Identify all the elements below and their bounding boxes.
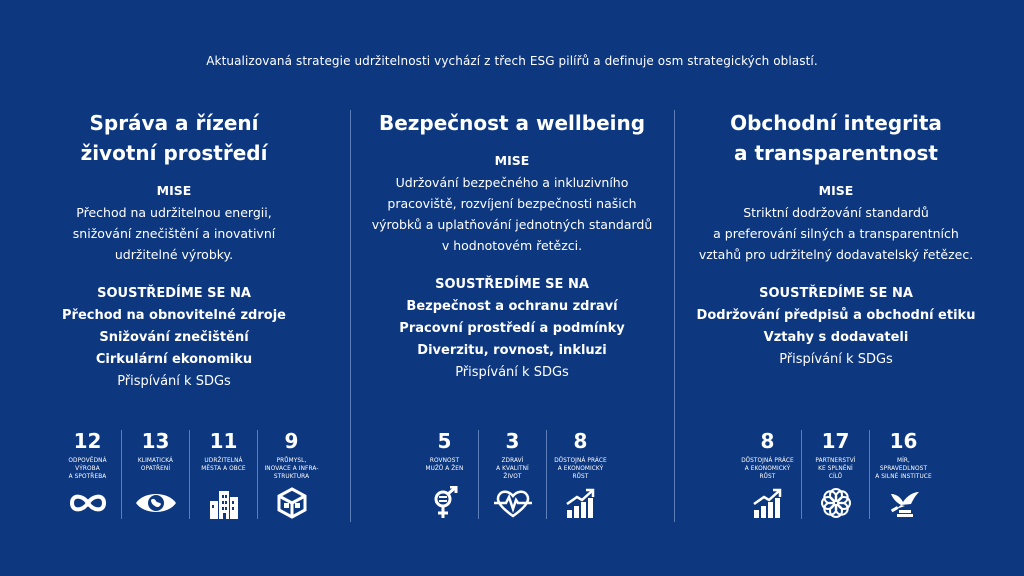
sdg-label: KLIMATICKÁ OPATŘENÍ — [137, 458, 174, 472]
growth-chart-icon — [746, 487, 790, 519]
mise-heading: MISE — [818, 183, 854, 198]
sdg-label: MÍR, SPRAVEDLNOST A SILNÉ INSTITUCE — [875, 458, 932, 480]
gender-equality-icon — [423, 487, 467, 519]
focus-heading: SOUSTŘEDÍME SE NA — [97, 286, 251, 301]
sdg-12 — [54, 430, 121, 519]
mise-heading: MISE — [494, 153, 530, 168]
sdg-8 — [734, 430, 801, 519]
mise-text: Udržování bezpečného a inkluzivního pracoviště, rozvíjení bezpečnosti našich výrobků a uplatňování jednotných standardů v hodnotovém řetězci. — [371, 175, 653, 253]
sdg-9 — [257, 430, 325, 519]
sdg-3 — [478, 430, 546, 519]
sdg-label: DŮSTOJNÁ PRÁCE A EKONOMICKÝ RŮST — [741, 458, 794, 480]
heart-pulse-icon — [491, 487, 535, 519]
focus-heading: SOUSTŘEDÍME SE NA — [435, 277, 589, 292]
growth-chart-icon — [559, 487, 603, 519]
sdg-13 — [121, 430, 189, 519]
mise-text: Přechod na udržitelnou energii, snižování znečištění a inovativní udržitelné výrobky. — [72, 205, 276, 262]
sdg-16 — [869, 430, 937, 519]
sdg-label: ODPOVĚDNÁ VÝROBA A SPOTŘEBA — [68, 458, 107, 480]
sdg-number: 9 — [284, 429, 299, 453]
sdg-number: 16 — [889, 429, 918, 453]
mise-heading: MISE — [156, 183, 192, 198]
sdg-label: DŮSTOJNÁ PRÁCE A EKONOMICKÝ RŮST — [554, 458, 607, 480]
city-icon — [202, 487, 246, 519]
sdg-number: 13 — [141, 429, 170, 453]
focus-item: Dodržování předpisů a obchodní etiku — [696, 308, 976, 323]
sdg-label: PRŮMYSL, INOVACE A INFRA- STRUKTURA — [264, 458, 319, 480]
pillar-title: Správa a řízení životní prostředí — [80, 111, 268, 165]
sdg-number: 11 — [209, 429, 238, 453]
focus-item: Přechod na obnovitelné zdroje — [62, 308, 286, 323]
sdg-row-integrity — [734, 430, 937, 519]
pillar-title: Bezpečnost a wellbeing — [378, 111, 646, 135]
sdg-8 — [546, 430, 614, 519]
sdg-number: 8 — [760, 429, 775, 453]
sdg-number: 3 — [505, 429, 520, 453]
focus-item: Bezpečnost a ochranu zdraví — [406, 299, 618, 314]
focus-item: Vztahy s dodavateli — [763, 330, 909, 345]
focus-item: Pracovní prostředí a podmínky — [399, 321, 625, 336]
sdg-contribution-label: Přispívání k SDGs — [779, 352, 893, 367]
eye-globe-icon — [134, 487, 178, 519]
focus-item: Cirkulární ekonomiku — [95, 352, 253, 367]
sdg-label: ROVNOST MUŽŮ A ŽEN — [425, 458, 464, 472]
column-divider — [674, 110, 675, 522]
pillar-title: Obchodní integrita a transparentnost — [730, 111, 942, 165]
sdg-label: UDRŽITELNÁ MĚSTA A OBCE — [201, 458, 246, 472]
infinity-icon — [66, 487, 110, 519]
sdg-label: ZDRAVÍ A KVALITNÍ ŽIVOT — [496, 458, 529, 480]
sdg-row-environment — [54, 430, 325, 519]
sdg-label: PARTNERSTVÍ KE SPLNĚNÍ CÍLŮ — [815, 458, 856, 480]
dove-gavel-icon — [882, 487, 926, 519]
focus-item: Diverzitu, rovnost, inkluzi — [417, 343, 607, 358]
pillar-safety — [352, 108, 672, 384]
sdg-number: 12 — [73, 429, 102, 453]
sdg-contribution-label: Přispívání k SDGs — [117, 374, 231, 389]
mise-text: Striktní dodržování standardů a preferování silných a transparentních vztahů pro udržitelný dodavatelský řetězec. — [698, 205, 974, 262]
partnership-flower-icon — [814, 487, 858, 519]
sdg-row-safety — [411, 430, 614, 519]
sdg-11 — [189, 430, 257, 519]
sdg-17 — [801, 430, 869, 519]
sdg-contribution-label: Přispívání k SDGs — [455, 365, 569, 380]
sdg-number: 8 — [573, 429, 588, 453]
focus-heading: SOUSTŘEDÍME SE NA — [759, 286, 913, 301]
intro-text: Aktualizovaná strategie udržitelnosti vychází z třech ESG pilířů a definuje osm strategických oblastí. — [206, 54, 818, 68]
sdg-number: 17 — [821, 429, 850, 453]
pillar-integrity — [676, 108, 996, 371]
sdg-number: 5 — [437, 429, 452, 453]
cube-icon — [270, 487, 314, 519]
focus-item: Snižování znečištění — [99, 330, 249, 345]
sdg-5 — [411, 430, 478, 519]
column-divider — [350, 110, 351, 522]
pillar-environment — [14, 108, 334, 393]
